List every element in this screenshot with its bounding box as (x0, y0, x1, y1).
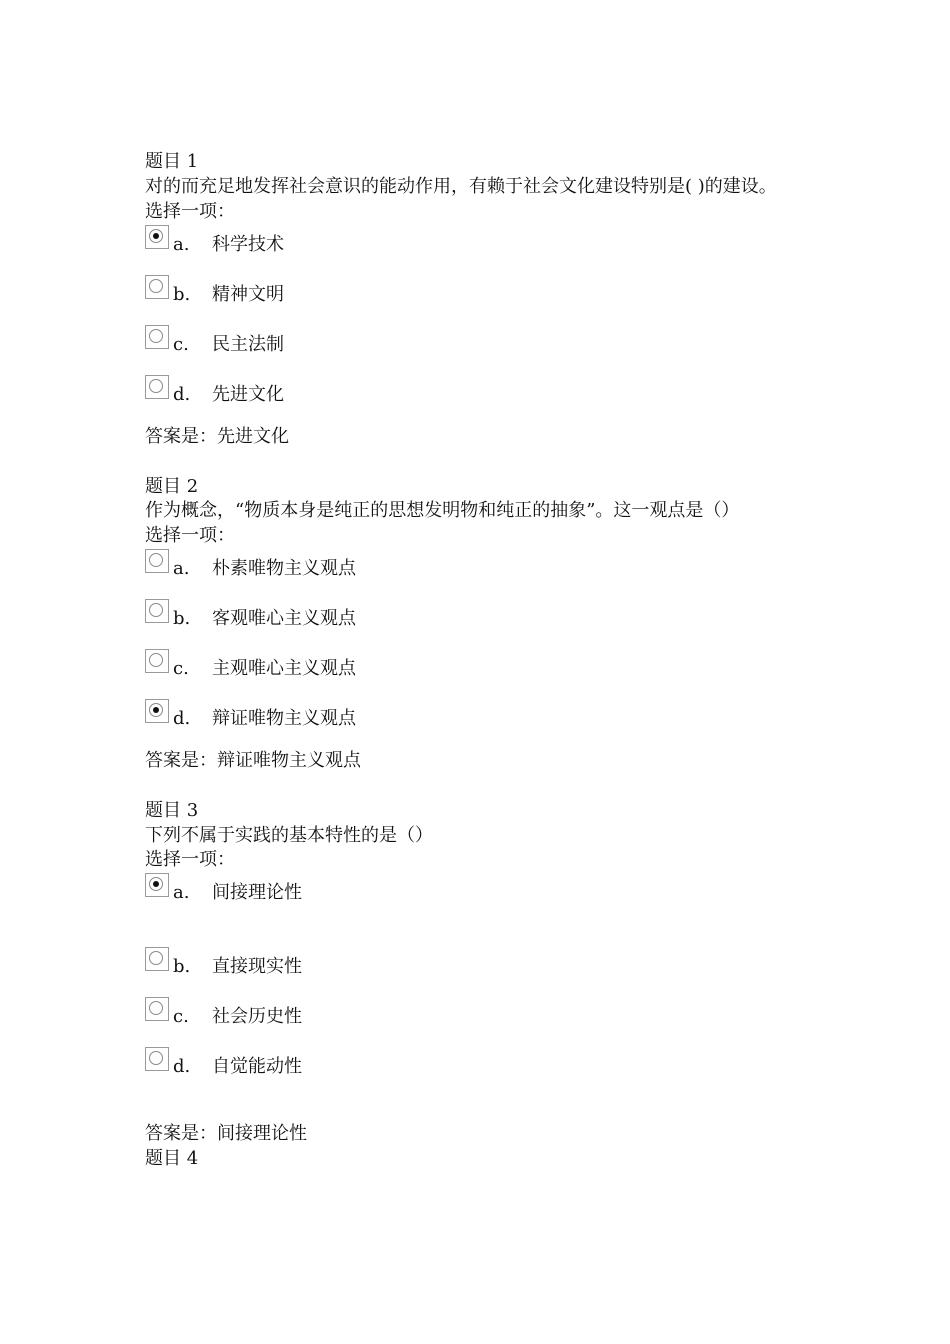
option-text: 精神文明 (212, 284, 284, 305)
question-2-answer (145, 749, 361, 773)
radio-button[interactable] (145, 947, 169, 971)
option-letter: d. (173, 384, 191, 405)
option-text: 先进文化 (212, 384, 284, 405)
option-text: 辩证唯物主义观点 (212, 708, 356, 729)
radio-button[interactable] (145, 275, 169, 299)
radio-button[interactable] (145, 997, 169, 1021)
option-letter: b. (173, 284, 191, 305)
option-text: 直接现实性 (212, 956, 302, 977)
question-1-title: 题目 1 (145, 151, 199, 172)
option-letter: b. (173, 608, 191, 629)
option-letter: a. (173, 882, 190, 903)
question-3-title: 题目 3 (145, 800, 199, 821)
option-text: 间接理论性 (212, 882, 302, 903)
radio-selected-dot (153, 881, 159, 887)
option-text: 客观唯心主义观点 (212, 608, 356, 629)
option-text: 朴素唯物主义观点 (212, 558, 356, 579)
option-text: 民主法制 (212, 334, 284, 355)
question-2-prompt: 作为概念，“物质本身是纯正的思想发明物和纯正的抽象”。这一观点是（） (145, 500, 740, 521)
question-3-choose-label: 选择一项： (145, 849, 235, 870)
option-text: 社会历史性 (212, 1006, 302, 1027)
radio-button[interactable] (145, 873, 169, 897)
radio-selected-dot (153, 233, 159, 239)
option-letter: a. (173, 234, 190, 255)
option-text: 主观唯心主义观点 (212, 658, 356, 679)
question-2-title: 题目 2 (145, 476, 199, 497)
radio-button[interactable] (145, 599, 169, 623)
radio-button[interactable] (145, 649, 169, 673)
radio-button[interactable] (145, 1047, 169, 1071)
answer-text: 先进文化 (217, 426, 289, 447)
question-1-prompt: 对的而充足地发挥社会意识的能动作用，有赖于社会文化建设特别是( )的建设。 (145, 176, 777, 197)
answer-text: 间接理论性 (217, 1123, 307, 1144)
question-4-title: 题目 4 (145, 1148, 199, 1169)
radio-selected-dot (153, 707, 159, 713)
radio-button[interactable] (145, 225, 169, 249)
question-1-answer (145, 425, 289, 449)
answer-prefix: 答案是： (145, 1123, 217, 1144)
option-letter: c. (173, 658, 189, 679)
question-2-choose-label: 选择一项： (145, 525, 235, 546)
radio-button[interactable] (145, 699, 169, 723)
option-letter: c. (173, 1006, 189, 1027)
radio-button[interactable] (145, 325, 169, 349)
radio-button[interactable] (145, 375, 169, 399)
option-text: 科学技术 (212, 234, 284, 255)
answer-prefix: 答案是： (145, 750, 217, 771)
radio-button[interactable] (145, 549, 169, 573)
option-letter: d. (173, 1056, 191, 1077)
option-letter: c. (173, 334, 189, 355)
question-3-answer (145, 1122, 307, 1146)
answer-text: 辩证唯物主义观点 (217, 750, 361, 771)
answer-prefix: 答案是： (145, 426, 217, 447)
option-letter: d. (173, 708, 191, 729)
question-1-choose-label: 选择一项： (145, 201, 235, 222)
question-3-prompt: 下列不属于实践的基本特性的是（） (145, 825, 433, 846)
option-letter: b. (173, 956, 191, 977)
option-text: 自觉能动性 (212, 1056, 302, 1077)
option-letter: a. (173, 558, 190, 579)
